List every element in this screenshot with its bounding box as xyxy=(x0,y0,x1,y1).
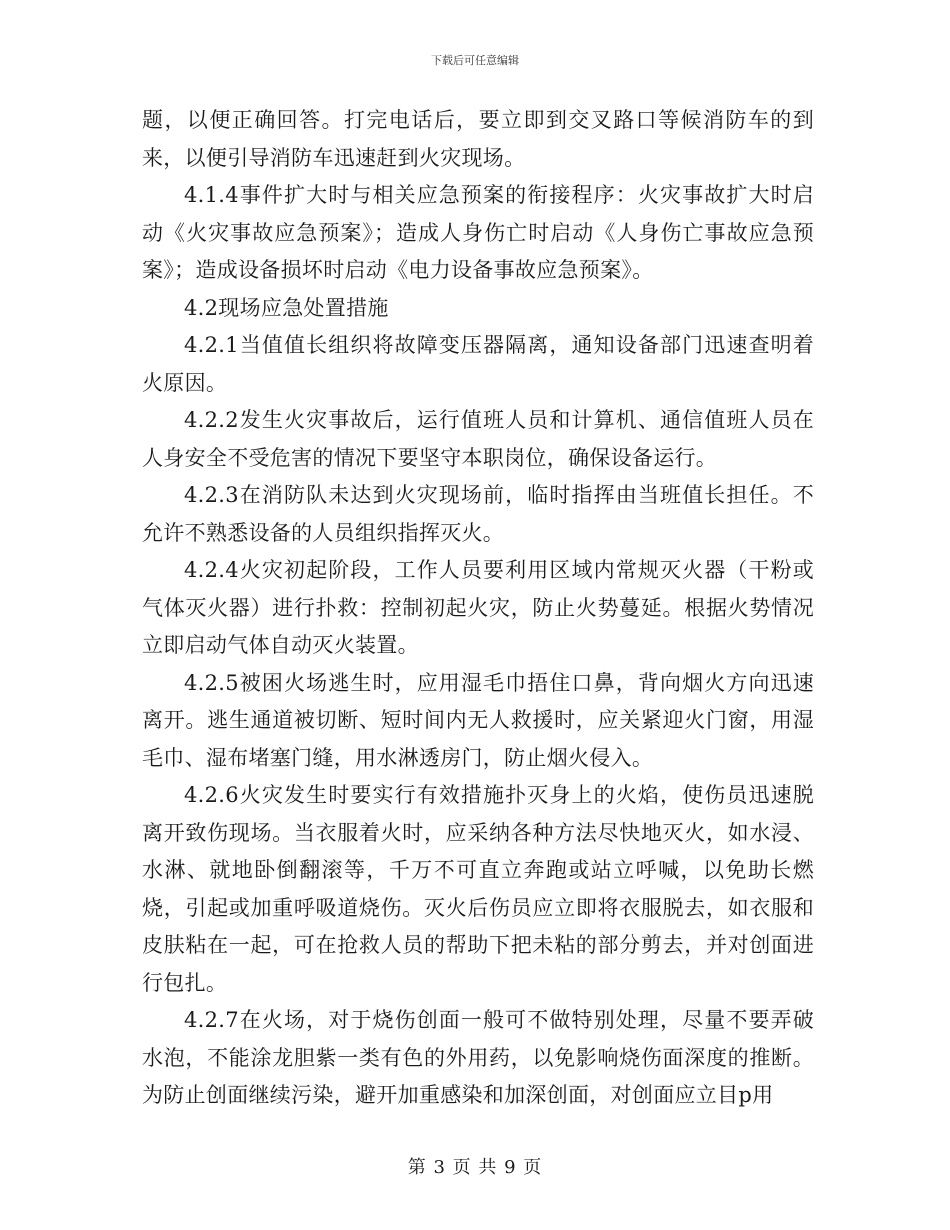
paragraph: 4.2.2发生火灾事故后，运行值班人员和计算机、通信值班人员在人身安全不受危害的情况下要坚守本职岗位，确保设备运行。 xyxy=(142,408,814,470)
page-number: 第 3 页 共 9 页 xyxy=(407,1157,543,1178)
page-header: 下载后可任意编辑 xyxy=(431,54,519,67)
paragraph: 4.1.4事件扩大时与相关应急预案的衔接程序：火灾事故扩大时启动《火灾事故应急预案》；造成人身伤亡时启动《人身伤亡事故应急预案》；造成设备损坏时启动《电力设备事故应急预案》。 xyxy=(142,183,814,282)
paragraph: 题，以便正确回答。打完电话后，要立即到交叉路口等候消防车的到来，以便引导消防车迅速赶到火灾现场。 xyxy=(142,108,814,170)
document-body xyxy=(142,102,814,1115)
paragraph: 4.2.7在火场，对于烧伤创面一般可不做特别处理，尽量不要弄破水泡，不能涂龙胆紫一类有色的外用药，以免影响烧伤面深度的推断。为防止创面继续污染，避开加重感染和加深创面，对创面应立目p用 xyxy=(142,1008,814,1107)
section-heading: 4.2现场应急处置措施 xyxy=(184,295,389,320)
paragraph: 4.2.4火灾初起阶段，工作人员要利用区域内常规灭火器（干粉或气体灭火器）进行扑救：控制初起火灾，防止火势蔓延。根据火势情况立即启动气体自动灭火装置。 xyxy=(142,558,814,657)
paragraph: 4.2.5被困火场逃生时，应用湿毛巾捂住口鼻，背向烟火方向迅速离开。逃生通道被切断、短时间内无人救援时，应关紧迎火门窗，用湿毛巾、湿布堵塞门缝，用水淋透房门，防止烟火侵入。 xyxy=(142,670,814,770)
paragraph: 4.2.1当值值长组织将故障变压器隔离，通知设备部门迅速查明着火原因。 xyxy=(142,333,814,395)
paragraph: 4.2.6火灾发生时要实行有效措施扑灭身上的火焰，使伤员迅速脱离开致伤现场。当衣服着火时，应采纳各种方法尽快地灭火，如水浸、水淋、就地卧倒翻滚等，千万不可直立奔跑或站立呼喊，以免助长燃烧，引起或加重呼吸道烧伤。灭火后伤员应立即将衣服脱去，如衣服和皮肤粘在一起，可在抢救人员的帮助下把未粘的部分剪去，并对创面进行包扎。 xyxy=(142,783,814,995)
paragraph: 4.2.3在消防队未达到火灾现场前，临时指挥由当班值长担任。不允许不熟悉设备的人员组织指挥灭火。 xyxy=(142,483,814,545)
